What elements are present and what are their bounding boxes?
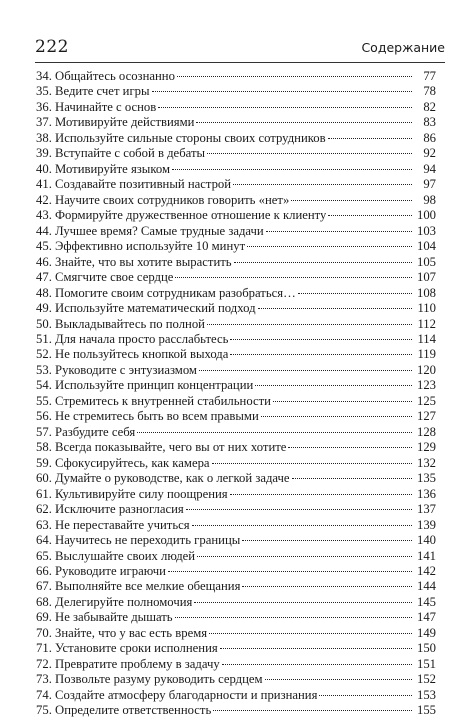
toc-entry-title: 52. Не пользуйтесь кнопкой выхода bbox=[36, 347, 229, 362]
toc-dot-leader bbox=[242, 540, 412, 541]
toc-entry-title: 70. Знайте, что у вас есть время bbox=[36, 625, 208, 640]
toc-entry-page: 77 bbox=[423, 69, 436, 83]
toc-entry bbox=[36, 177, 436, 192]
toc-entry-title: 59. Сфокусируйтесь, как камера bbox=[36, 455, 210, 470]
toc-entry-page: 78 bbox=[423, 84, 436, 99]
toc-dot-leader bbox=[266, 231, 412, 232]
table-of-contents bbox=[36, 69, 436, 719]
toc-entry-title: 57. Разбудите себя bbox=[36, 424, 136, 439]
toc-entry-page: 125 bbox=[416, 393, 436, 408]
toc-dot-leader bbox=[328, 138, 412, 139]
toc-entry-title: 43. Формируйте дружественное отношение к клиенту bbox=[36, 208, 327, 223]
toc-entry-title: 56. Не стремитесь быть во всем правыми bbox=[36, 409, 259, 424]
toc-entry-page: 135 bbox=[416, 471, 436, 486]
toc-entry bbox=[36, 487, 436, 502]
toc-entry-title: 38. Используйте сильные стороны своих сотрудников bbox=[36, 130, 326, 145]
toc-entry bbox=[36, 518, 436, 533]
toc-entry bbox=[36, 688, 436, 703]
toc-dot-leader bbox=[175, 277, 412, 278]
toc-entry-page: 104 bbox=[416, 239, 436, 254]
toc-dot-leader bbox=[207, 324, 412, 325]
toc-entry-title: 51. Для начала просто расслабьтесь bbox=[36, 331, 229, 346]
toc-entry-page: 149 bbox=[416, 625, 436, 640]
toc-entry-page: 141 bbox=[416, 548, 436, 563]
toc-dot-leader bbox=[247, 246, 412, 247]
toc-entry-page: 103 bbox=[416, 223, 436, 238]
toc-entry-page: 120 bbox=[416, 362, 436, 377]
toc-entry-page: 140 bbox=[416, 533, 436, 548]
toc-entry bbox=[36, 131, 436, 146]
toc-entry-title: 65. Выслушайте своих людей bbox=[36, 548, 196, 563]
toc-entry-title: 58. Всегда показывайте, чего вы от них хотите bbox=[36, 440, 287, 455]
toc-entry bbox=[36, 471, 436, 486]
toc-dot-leader bbox=[233, 184, 412, 185]
toc-entry bbox=[36, 69, 436, 84]
toc-entry bbox=[36, 456, 436, 471]
toc-dot-leader bbox=[196, 122, 412, 123]
toc-entry bbox=[36, 579, 436, 594]
toc-dot-leader bbox=[209, 633, 412, 634]
toc-entry-title: 40. Мотивируйте языком bbox=[36, 161, 170, 176]
toc-entry-page: 123 bbox=[416, 378, 436, 393]
toc-dot-leader bbox=[298, 293, 412, 294]
toc-entry bbox=[36, 239, 436, 254]
toc-entry-title: 45. Эффективно используйте 10 минут bbox=[36, 239, 246, 254]
toc-entry bbox=[36, 703, 436, 718]
toc-entry bbox=[36, 657, 436, 672]
toc-entry bbox=[36, 533, 436, 548]
toc-entry bbox=[36, 270, 436, 285]
toc-entry-title: 71. Установите сроки исполнения bbox=[36, 641, 218, 656]
toc-entry bbox=[36, 409, 436, 424]
toc-dot-leader bbox=[192, 525, 412, 526]
toc-entry-page: 114 bbox=[417, 331, 436, 346]
toc-entry bbox=[36, 100, 436, 115]
toc-entry-title: 55. Стремитесь к внутренней стабильности bbox=[36, 393, 271, 408]
toc-entry-title: 47. Смягчите свое сердце bbox=[36, 270, 174, 285]
toc-entry-page: 147 bbox=[416, 610, 436, 625]
toc-entry-title: 50. Выкладывайтесь по полной bbox=[36, 316, 205, 331]
toc-entry-page: 92 bbox=[423, 146, 436, 161]
toc-entry-page: 128 bbox=[416, 424, 436, 439]
toc-dot-leader bbox=[230, 354, 412, 355]
toc-entry-title: 35. Ведите счет игры bbox=[36, 84, 150, 99]
toc-entry-title: 37. Мотивируйте действиями bbox=[36, 115, 195, 130]
toc-entry-title: 42. Научите своих сотрудников говорить «нет» bbox=[36, 192, 290, 207]
toc-entry-title: 44. Лучшее время? Самые трудные задачи bbox=[36, 223, 264, 238]
toc-entry bbox=[36, 363, 436, 378]
toc-entry-title: 74. Создайте атмосферу благодарности и признания bbox=[36, 687, 318, 702]
toc-entry-title: 67. Выполняйте все мелкие обещания bbox=[36, 579, 241, 594]
toc-entry-title: 63. Не переставайте учиться bbox=[36, 517, 190, 532]
toc-entry bbox=[36, 317, 436, 332]
toc-dot-leader bbox=[319, 695, 412, 696]
toc-entry-page: 100 bbox=[416, 208, 436, 223]
toc-entry-page: 150 bbox=[416, 641, 436, 656]
toc-entry bbox=[36, 564, 436, 579]
toc-entry bbox=[36, 378, 436, 393]
toc-dot-leader bbox=[220, 648, 412, 649]
toc-dot-leader bbox=[273, 401, 412, 402]
toc-entry-title: 34. Общайтесь осознанно bbox=[36, 69, 175, 83]
toc-dot-leader bbox=[230, 339, 412, 340]
toc-entry bbox=[36, 626, 436, 641]
toc-entry-page: 97 bbox=[423, 177, 436, 192]
toc-entry-page: 142 bbox=[416, 564, 436, 578]
toc-entry bbox=[36, 641, 436, 656]
toc-dot-leader bbox=[255, 385, 412, 386]
toc-entry-page: 139 bbox=[416, 517, 436, 532]
toc-entry-title: 46. Знайте, что вы хотите вырастить bbox=[36, 254, 232, 269]
toc-dot-leader bbox=[177, 76, 412, 77]
running-title: Содержание bbox=[361, 40, 445, 55]
toc-dot-leader bbox=[292, 478, 412, 479]
toc-entry-page: 108 bbox=[416, 285, 436, 300]
toc-entry-title: 53. Руководите с энтузиазмом bbox=[36, 362, 197, 377]
toc-dot-leader bbox=[172, 169, 412, 170]
toc-entry bbox=[36, 255, 436, 270]
toc-entry-title: 75. Определите ответственность bbox=[36, 703, 212, 718]
toc-entry-page: 98 bbox=[423, 192, 436, 207]
toc-entry-page: 151 bbox=[416, 656, 436, 671]
toc-dot-leader bbox=[197, 556, 412, 557]
toc-entry bbox=[36, 301, 436, 316]
toc-entry-page: 110 bbox=[417, 301, 436, 316]
toc-entry-page: 155 bbox=[416, 703, 436, 718]
toc-entry-page: 86 bbox=[423, 130, 436, 145]
toc-entry bbox=[36, 224, 436, 239]
toc-dot-leader bbox=[242, 586, 412, 587]
toc-entry-title: 73. Позвольте разуму руководить сердцем bbox=[36, 672, 263, 687]
toc-entry-title: 41. Создавайте позитивный настрой bbox=[36, 177, 232, 192]
toc-entry-page: 127 bbox=[416, 409, 436, 424]
toc-entry bbox=[36, 146, 436, 161]
toc-dot-leader bbox=[168, 571, 412, 572]
toc-entry bbox=[36, 425, 436, 440]
toc-entry bbox=[36, 208, 436, 223]
toc-dot-leader bbox=[194, 602, 412, 603]
toc-entry-title: 48. Помогите своим сотрудникам разобраться… bbox=[36, 285, 296, 300]
toc-entry-page: 83 bbox=[423, 115, 436, 130]
toc-entry bbox=[36, 595, 436, 610]
toc-entry-title: 61. Культивируйте силу поощрения bbox=[36, 486, 228, 501]
toc-entry bbox=[36, 332, 436, 347]
toc-entry bbox=[36, 440, 436, 455]
toc-entry-title: 36. Начинайте с основ bbox=[36, 99, 157, 114]
toc-entry-page: 129 bbox=[416, 440, 436, 455]
toc-entry-page: 107 bbox=[416, 270, 436, 285]
toc-entry-title: 64. Научитесь не переходить границы bbox=[36, 533, 241, 548]
toc-entry bbox=[36, 286, 436, 301]
toc-entry-page: 136 bbox=[416, 486, 436, 501]
toc-entry-page: 153 bbox=[416, 687, 436, 702]
toc-entry bbox=[36, 162, 436, 177]
toc-dot-leader bbox=[186, 509, 412, 510]
toc-entry-page: 112 bbox=[417, 316, 436, 331]
toc-entry bbox=[36, 115, 436, 130]
toc-entry-page: 137 bbox=[416, 502, 436, 517]
toc-entry-title: 66. Руководите играючи bbox=[36, 564, 166, 578]
toc-entry-page: 82 bbox=[423, 99, 436, 114]
toc-entry-page: 144 bbox=[416, 579, 436, 594]
toc-entry bbox=[36, 549, 436, 564]
toc-dot-leader bbox=[175, 617, 412, 618]
toc-entry bbox=[36, 193, 436, 208]
toc-entry-page: 94 bbox=[423, 161, 436, 176]
toc-entry-title: 69. Не забывайте дышать bbox=[36, 610, 173, 625]
toc-dot-leader bbox=[158, 107, 412, 108]
toc-entry bbox=[36, 672, 436, 687]
toc-entry bbox=[36, 84, 436, 99]
toc-entry-title: 60. Думайте о руководстве, как о легкой задаче bbox=[36, 471, 290, 486]
toc-dot-leader bbox=[230, 494, 412, 495]
toc-dot-leader bbox=[291, 200, 412, 201]
toc-dot-leader bbox=[222, 664, 412, 665]
toc-entry-title: 68. Делегируйте полномочия bbox=[36, 594, 193, 609]
toc-entry bbox=[36, 610, 436, 625]
toc-dot-leader bbox=[212, 463, 412, 464]
toc-dot-leader bbox=[207, 153, 412, 154]
toc-entry-title: 62. Исключите разногласия bbox=[36, 502, 184, 517]
toc-dot-leader bbox=[152, 91, 412, 92]
toc-dot-leader bbox=[234, 262, 412, 263]
toc-dot-leader bbox=[137, 432, 412, 433]
toc-entry bbox=[36, 347, 436, 362]
toc-entry-page: 105 bbox=[416, 254, 436, 269]
toc-dot-leader bbox=[288, 447, 412, 448]
toc-entry-page: 132 bbox=[416, 455, 436, 470]
toc-entry-title: 49. Используйте математический подход bbox=[36, 301, 256, 316]
toc-dot-leader bbox=[328, 215, 412, 216]
toc-entry-page: 152 bbox=[416, 672, 436, 687]
toc-entry-title: 54. Используйте принцип концентрации bbox=[36, 378, 254, 393]
toc-dot-leader bbox=[213, 710, 412, 711]
toc-dot-leader bbox=[265, 679, 412, 680]
toc-entry bbox=[36, 394, 436, 409]
page-number: 222 bbox=[35, 37, 69, 57]
toc-dot-leader bbox=[199, 370, 412, 371]
toc-dot-leader bbox=[261, 416, 412, 417]
toc-entry-page: 119 bbox=[417, 347, 436, 362]
toc-entry-page: 145 bbox=[416, 594, 436, 609]
toc-entry bbox=[36, 502, 436, 517]
toc-dot-leader bbox=[258, 308, 412, 309]
toc-entry-title: 72. Превратите проблему в задачу bbox=[36, 656, 220, 671]
toc-entry-title: 39. Вступайте с собой в дебаты bbox=[36, 146, 206, 161]
page-header bbox=[35, 28, 445, 63]
